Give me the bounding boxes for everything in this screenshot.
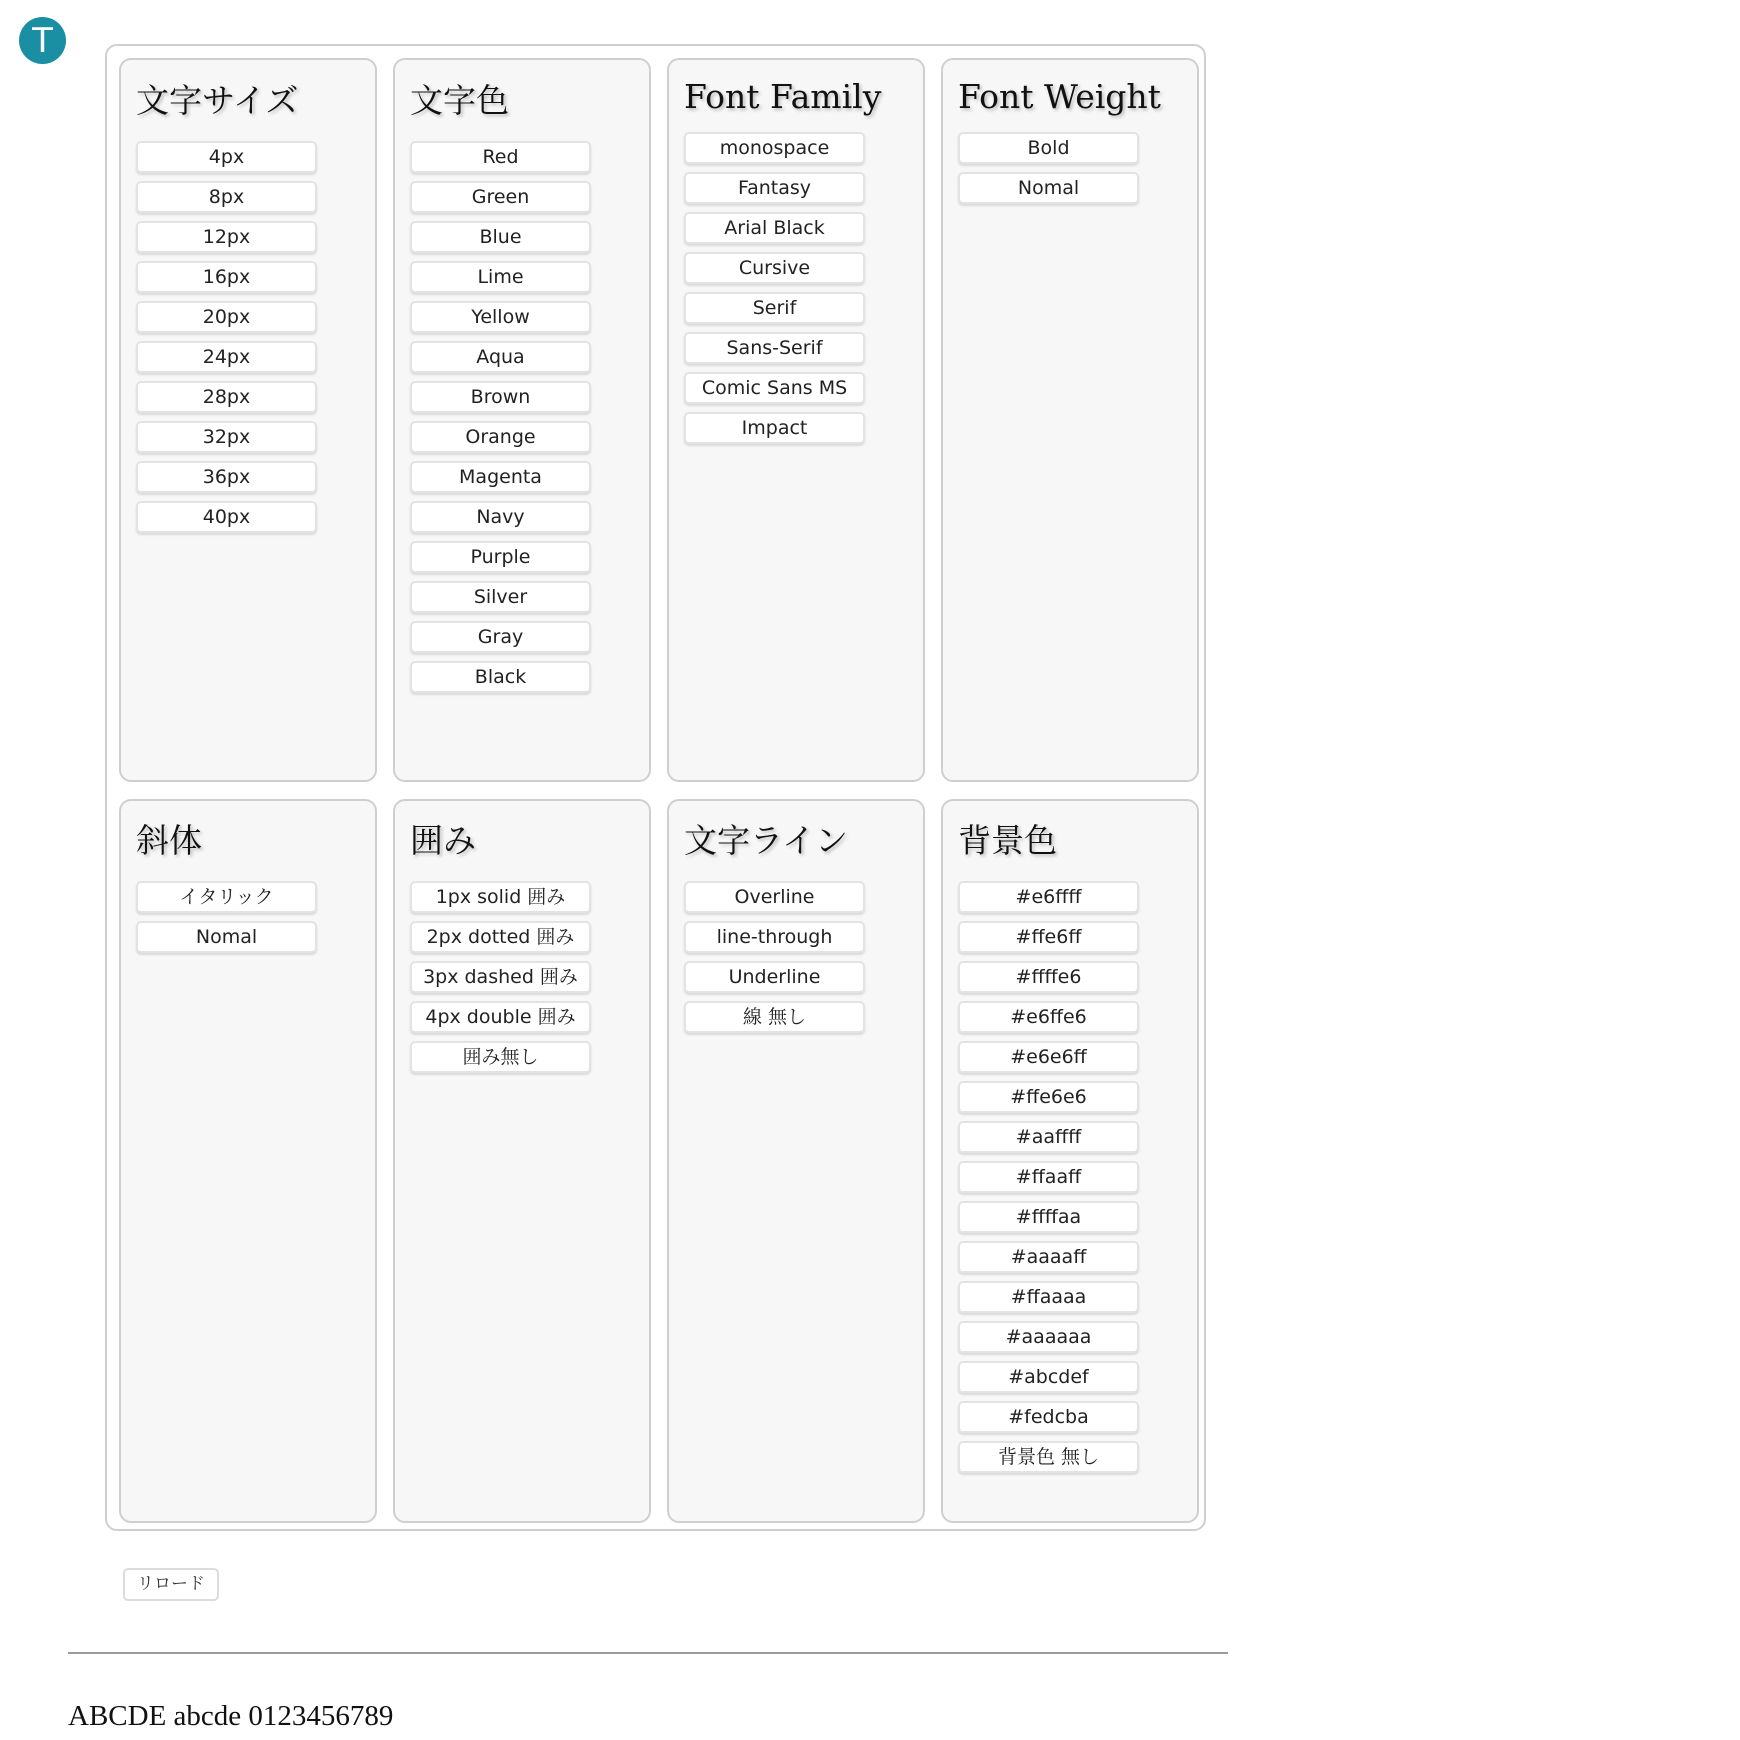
background-option-ffaaaa[interactable]: #ffaaaa bbox=[958, 1281, 1139, 1313]
text-line-option-underline[interactable]: Underline bbox=[684, 961, 865, 993]
border-option-none[interactable]: 囲み無し bbox=[410, 1041, 591, 1073]
background-option-ffaaff[interactable]: #ffaaff bbox=[958, 1161, 1139, 1193]
border-options bbox=[410, 881, 591, 1081]
italic-option-nomal[interactable]: Nomal bbox=[136, 921, 317, 953]
font-family-option-comic-sans-ms[interactable]: Comic Sans MS bbox=[684, 372, 865, 404]
italic-option-italic[interactable]: イタリック bbox=[136, 881, 317, 913]
border-option-2px-dotted[interactable]: 2px dotted 囲み bbox=[410, 921, 591, 953]
panel-text-line bbox=[667, 799, 925, 1523]
text-color-option-aqua[interactable]: Aqua bbox=[410, 341, 591, 373]
text-color-option-blue[interactable]: Blue bbox=[410, 221, 591, 253]
divider bbox=[68, 1652, 1228, 1654]
text-line-option-overline[interactable]: Overline bbox=[684, 881, 865, 913]
background-option-e6ffe6[interactable]: #e6ffe6 bbox=[958, 1001, 1139, 1033]
panel-font-size bbox=[119, 58, 377, 782]
panel-title-text-line: 文字ライン bbox=[684, 821, 849, 860]
panel-title-border: 囲み bbox=[410, 821, 476, 860]
font-family-option-impact[interactable]: Impact bbox=[684, 412, 865, 444]
font-size-option-32px[interactable]: 32px bbox=[136, 421, 317, 453]
font-family-option-monospace[interactable]: monospace bbox=[684, 132, 865, 164]
text-color-option-silver[interactable]: Silver bbox=[410, 581, 591, 613]
font-weight-option-bold[interactable]: Bold bbox=[958, 132, 1139, 164]
font-size-option-36px[interactable]: 36px bbox=[136, 461, 317, 493]
panel-font-family bbox=[667, 58, 925, 782]
panel-title-font-weight: Font Weight bbox=[958, 77, 1161, 116]
font-family-option-fantasy[interactable]: Fantasy bbox=[684, 172, 865, 204]
text-color-option-brown[interactable]: Brown bbox=[410, 381, 591, 413]
panel-italic bbox=[119, 799, 377, 1523]
font-size-option-16px[interactable]: 16px bbox=[136, 261, 317, 293]
background-option-fedcba[interactable]: #fedcba bbox=[958, 1401, 1139, 1433]
background-option-aaffff[interactable]: #aaffff bbox=[958, 1121, 1139, 1153]
background-option-aaaaaa[interactable]: #aaaaaa bbox=[958, 1321, 1139, 1353]
text-line-option-line-through[interactable]: line-through bbox=[684, 921, 865, 953]
font-size-option-20px[interactable]: 20px bbox=[136, 301, 317, 333]
panel-title-background-color: 背景色 bbox=[958, 821, 1057, 860]
text-color-option-purple[interactable]: Purple bbox=[410, 541, 591, 573]
background-option-abcdef[interactable]: #abcdef bbox=[958, 1361, 1139, 1393]
text-color-option-black[interactable]: Black bbox=[410, 661, 591, 693]
italic-options bbox=[136, 881, 317, 961]
text-color-option-orange[interactable]: Orange bbox=[410, 421, 591, 453]
panel-font-weight bbox=[941, 58, 1199, 782]
border-option-1px-solid[interactable]: 1px solid 囲み bbox=[410, 881, 591, 913]
font-size-option-28px[interactable]: 28px bbox=[136, 381, 317, 413]
panel-title-font-family: Font Family bbox=[684, 77, 882, 116]
text-color-option-navy[interactable]: Navy bbox=[410, 501, 591, 533]
text-color-option-magenta[interactable]: Magenta bbox=[410, 461, 591, 493]
panel-title-font-size: 文字サイズ bbox=[136, 81, 299, 120]
border-option-4px-double[interactable]: 4px double 囲み bbox=[410, 1001, 591, 1033]
background-color-options bbox=[958, 881, 1139, 1481]
background-option-ffe6ff[interactable]: #ffe6ff bbox=[958, 921, 1139, 953]
text-line-option-none[interactable]: 線 無し bbox=[684, 1001, 865, 1033]
text-color-option-lime[interactable]: Lime bbox=[410, 261, 591, 293]
panel-background-color bbox=[941, 799, 1199, 1523]
panel-title-italic: 斜体 bbox=[136, 821, 202, 860]
avatar-letter: T bbox=[32, 20, 53, 61]
style-controls-container bbox=[105, 44, 1206, 1531]
background-option-e6e6ff[interactable]: #e6e6ff bbox=[958, 1041, 1139, 1073]
avatar[interactable] bbox=[19, 17, 66, 64]
font-family-options bbox=[684, 132, 865, 452]
sample-text-preview: ABCDE abcde 0123456789 bbox=[68, 1700, 394, 1732]
font-weight-option-nomal[interactable]: Nomal bbox=[958, 172, 1139, 204]
panel-title-text-color: 文字色 bbox=[410, 81, 509, 120]
font-size-option-8px[interactable]: 8px bbox=[136, 181, 317, 213]
font-size-option-12px[interactable]: 12px bbox=[136, 221, 317, 253]
background-option-ffe6e6[interactable]: #ffe6e6 bbox=[958, 1081, 1139, 1113]
background-option-ffffaa[interactable]: #ffffaa bbox=[958, 1201, 1139, 1233]
font-size-option-24px[interactable]: 24px bbox=[136, 341, 317, 373]
border-option-3px-dashed[interactable]: 3px dashed 囲み bbox=[410, 961, 591, 993]
background-option-ffffe6[interactable]: #ffffe6 bbox=[958, 961, 1139, 993]
font-size-option-40px[interactable]: 40px bbox=[136, 501, 317, 533]
background-option-none[interactable]: 背景色 無し bbox=[958, 1441, 1139, 1473]
font-size-option-4px[interactable]: 4px bbox=[136, 141, 317, 173]
text-color-option-yellow[interactable]: Yellow bbox=[410, 301, 591, 333]
reload-button[interactable]: リロード bbox=[123, 1568, 219, 1601]
background-option-e6ffff[interactable]: #e6ffff bbox=[958, 881, 1139, 913]
font-size-options bbox=[136, 141, 317, 541]
font-weight-options bbox=[958, 132, 1139, 212]
text-color-options bbox=[410, 141, 591, 701]
font-family-option-sans-serif[interactable]: Sans-Serif bbox=[684, 332, 865, 364]
text-color-option-red[interactable]: Red bbox=[410, 141, 591, 173]
font-family-option-cursive[interactable]: Cursive bbox=[684, 252, 865, 284]
text-line-options bbox=[684, 881, 865, 1041]
background-option-aaaaff[interactable]: #aaaaff bbox=[958, 1241, 1139, 1273]
panel-text-color bbox=[393, 58, 651, 782]
font-family-option-serif[interactable]: Serif bbox=[684, 292, 865, 324]
text-color-option-gray[interactable]: Gray bbox=[410, 621, 591, 653]
text-color-option-green[interactable]: Green bbox=[410, 181, 591, 213]
panel-border bbox=[393, 799, 651, 1523]
font-family-option-arial-black[interactable]: Arial Black bbox=[684, 212, 865, 244]
